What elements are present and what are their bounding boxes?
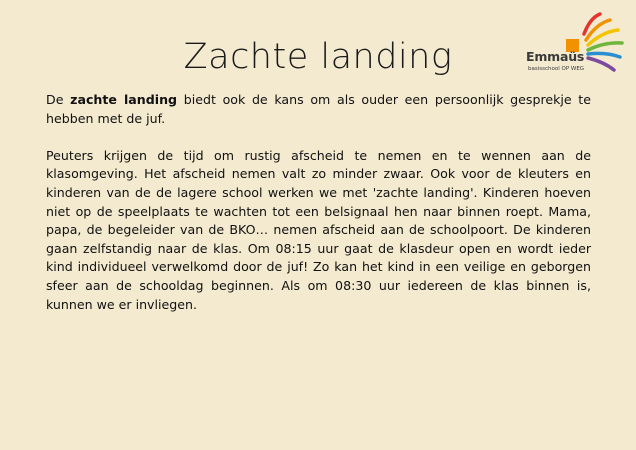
main-paragraph: Peuters krijgen de tijd om rustig afscheid te nemen en te wennen aan de klasomgeving. Het afscheid nemen valt zo minder zwaar. Ook voor de kleuters en kinderen van de de lagere school werken we met 'zachte landing'. Kinderen hoeven niet op de speelplaats te wachten tot een belsignaal hen naar binnen roept. Mama, papa, de begeleider van de BKO… nemen afscheid aan de schoolpoort. De kinderen gaan zelfstandig naar de klas. Om 08:15 uur gaat de klasdeur open en wordt ieder kind individueel verwelkomd door de juf! Zo kan het kind in een veilige en geborgen sfeer aan de schooldag beginnen. Als om 08:30 uur iedereen de klas binnen is, kunnen we er invliegen. [46,147,591,312]
body-text [46,91,591,333]
intro-bold-term: zachte landing [70,92,178,107]
intro-rest: biedt ook de kans om als ouder een persoonlijk gesprekje te hebben met de juf. [46,92,591,126]
intro-prefix: De [46,92,71,107]
logo-subtitle: basisschool OP WEG [528,66,585,72]
logo-name: Emmaüs [526,49,585,64]
intro-paragraph [46,91,591,128]
page-title: Zachte landing [183,37,453,77]
school-logo [526,12,628,78]
